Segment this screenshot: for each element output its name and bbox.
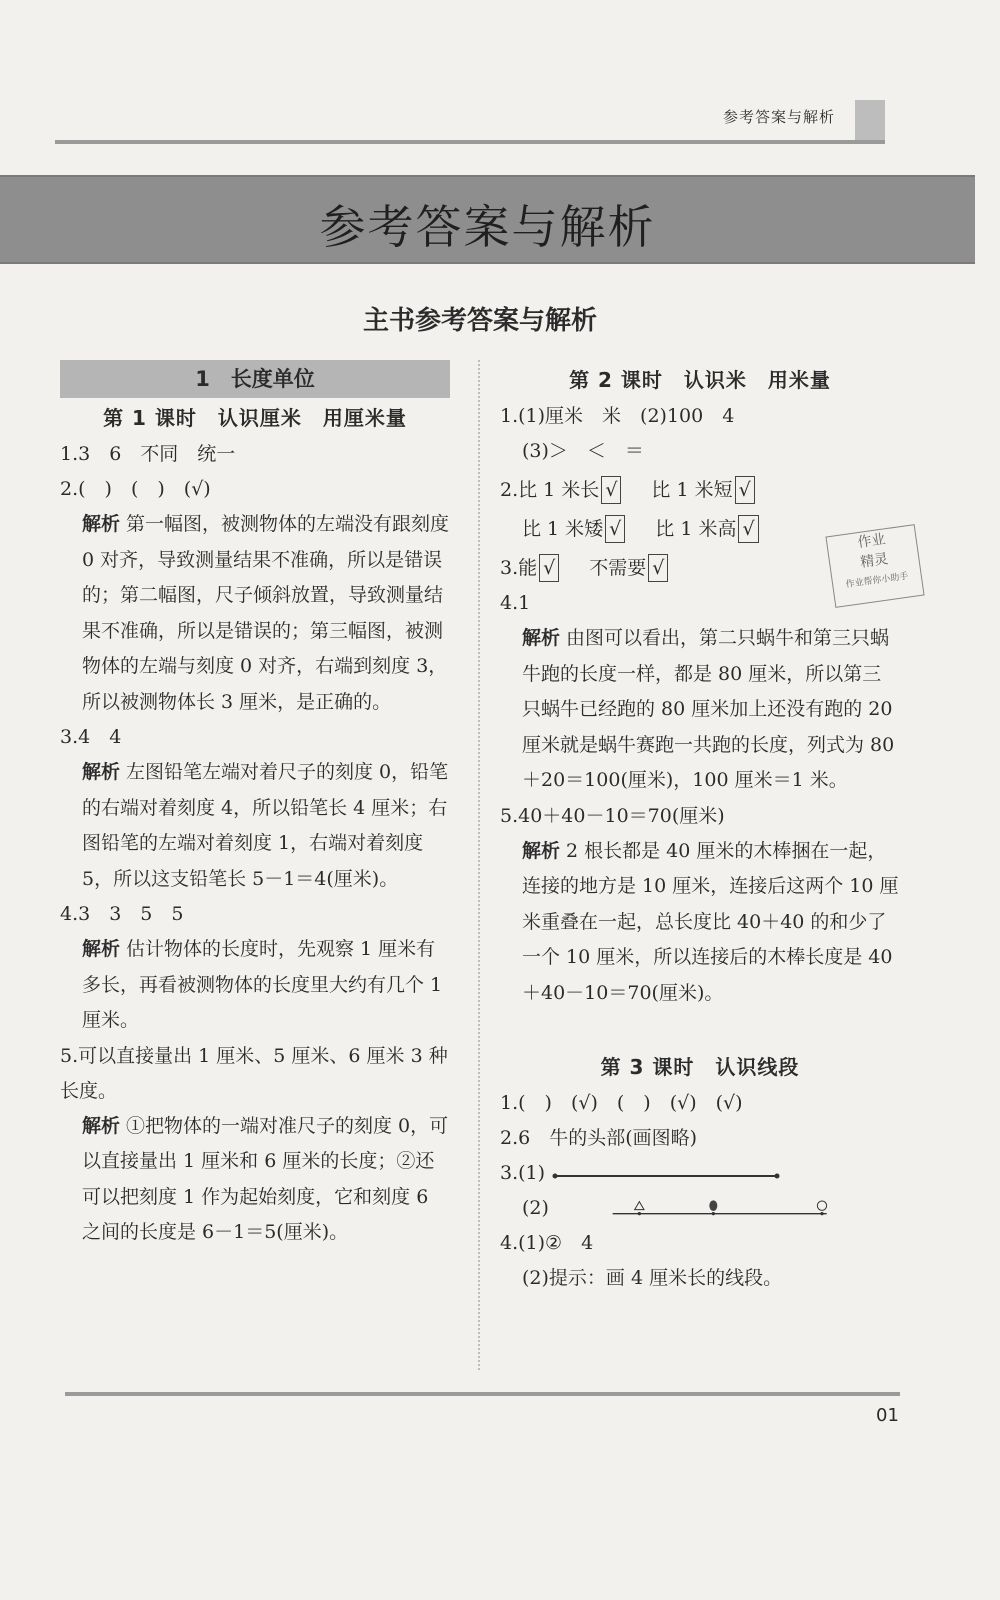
l3-answer-3b: [500, 1191, 900, 1226]
explanation-label: 解析: [522, 627, 561, 649]
lesson-3-heading: 第 3 课时 认识线段: [600, 1055, 800, 1079]
left-column: [60, 360, 450, 1251]
right-column: [500, 360, 900, 1296]
l2-answer-1b: (3)＞ ＜ ＝: [522, 440, 644, 462]
answer-2: 2.( ) ( ) (√): [60, 478, 211, 500]
l3-answer-2: 2.6 牛的头部(画图略): [500, 1127, 698, 1149]
answer-4: 4.3 3 5 5: [60, 903, 184, 925]
explanation-text: 左图铅笔左端对着尺子的刻度 0，铅笔的右端对着刻度 4，所以铅笔长 4 厘米；右图铅笔的左端对着刻度 1，右端对着刻度 5，所以这支铅笔长 5－1＝4(厘米)。: [82, 761, 449, 890]
running-head: [55, 100, 885, 144]
choice-can: 能: [518, 557, 538, 579]
answer-3: 3.4 4: [60, 726, 122, 748]
choice-higher: 比 1 米高: [655, 518, 737, 540]
explanation-label: 解析: [82, 938, 121, 960]
bottom-rule: [65, 1392, 900, 1396]
segment-figure-2: [555, 1199, 885, 1219]
circle-icon: [817, 1201, 826, 1210]
q3b-label: (2): [522, 1197, 549, 1219]
watermark-stamp: 作业 精灵 作业帮你小助手: [825, 524, 924, 608]
explanation-label: 解析: [82, 761, 121, 783]
l3-answer-1: 1.( ) (√) ( ) (√) (√): [500, 1092, 743, 1114]
choice-no-need: 不需要: [589, 557, 647, 579]
l2-answer-1a: 1.(1)厘米 米 (2)100 4: [500, 405, 735, 427]
check-box: √: [539, 554, 559, 582]
running-head-text: 参考答案与解析: [722, 108, 835, 126]
explanation-label: 解析: [82, 1114, 121, 1137]
segment-figure-1: [551, 1164, 791, 1184]
q3a-label: 3.(1): [500, 1162, 546, 1184]
title-banner: [0, 175, 975, 264]
l3-answer-3a: [500, 1156, 900, 1191]
explanation-label: 解析: [82, 513, 121, 535]
l2-answer-2a: [500, 473, 900, 508]
page-number: 01: [876, 1405, 899, 1426]
running-head-tab: [855, 100, 885, 140]
check-box: √: [735, 476, 755, 504]
explanation-label: 解析: [522, 839, 561, 862]
explanation-4: [60, 932, 450, 1039]
q2-prefix: 2.: [500, 479, 519, 501]
explanation-text: 由图可以看出，第二只蜗牛和第三只蜗牛跑的长度一样，都是 80 厘米，所以第三只蜗牛已经跑的 80 厘米加上还没有跑的 20 厘米就是蜗牛赛跑一共跑的长度，列式为 80＋20＝100(厘米)，100 厘米＝1 米。: [522, 627, 895, 791]
explanation-text: 第一幅图，被测物体的左端没有跟刻度 0 对齐，导致测量结果不准确，所以是错误的；第二幅图，尺子倾斜放置，导致测量结果不准确，所以是错误的；第三幅图，被测物体的左端与刻度 0 对齐，右端到刻度 3，所以被测物体长 3 厘米，是正确的。: [82, 513, 450, 713]
column-divider: [478, 360, 480, 1370]
leaf-icon: [709, 1200, 717, 1211]
lesson-1-heading: 第 1 课时 认识厘米 用厘米量: [103, 406, 407, 430]
check-box: √: [738, 515, 758, 543]
l2-explanation-4: [500, 621, 900, 799]
explanation-2: [60, 507, 450, 720]
subtitle: 主书参考答案与解析: [362, 306, 597, 336]
triangle-icon: [635, 1202, 644, 1210]
check-box: √: [601, 476, 621, 504]
answer-1: 1.3 6 不同 统一: [60, 443, 236, 465]
check-box: √: [648, 554, 668, 582]
explanation-text: 2 根长都是 40 厘米的木棒捆在一起，连接的地方是 10 厘米，连接后这两个 10 厘米重叠在一起，总长度比 40＋40 的和少了一个 10 厘米，所以连接后的木棒长度是 40＋40－10＝70(厘米)。: [522, 839, 899, 1004]
explanation-5: [60, 1109, 450, 1251]
lesson-2-heading: 第 2 课时 认识米 用米量: [569, 368, 831, 392]
explanation-text: ①把物体的一端对准尺子的刻度 0，可以直接量出 1 厘米和 6 厘米的长度；②还可以把刻度 1 作为起始刻度，它和刻度 6 之间的长度是 6－1＝5(厘米)。: [82, 1114, 449, 1243]
l3-answer-4b: (2)提示：画 4 厘米长的线段。: [522, 1267, 783, 1289]
explanation-3: [60, 755, 450, 897]
choice-longer: 比 1 米长: [518, 479, 600, 501]
l2-explanation-5: [500, 834, 900, 1012]
q3-prefix: 3.: [500, 557, 519, 579]
l3-answer-4a: 4.(1)② 4: [500, 1232, 594, 1254]
answer-5: 5.可以直接量出 1 厘米、5 厘米、6 厘米 3 种长度。: [60, 1044, 448, 1102]
check-box: √: [605, 515, 625, 543]
banner-title: 参考答案与解析: [319, 200, 656, 254]
l2-answer-5: 5.40＋40－10＝70(厘米): [500, 804, 725, 827]
l2-answer-4: 4.1: [500, 592, 531, 614]
explanation-text: 估计物体的长度时，先观察 1 厘米有多长，再看被测物体的长度里大约有几个 1 厘米。: [82, 938, 443, 1031]
choice-lower: 比 1 米矮: [522, 518, 604, 540]
unit-heading: 1 长度单位: [60, 360, 450, 398]
choice-shorter: 比 1 米短: [651, 479, 733, 501]
